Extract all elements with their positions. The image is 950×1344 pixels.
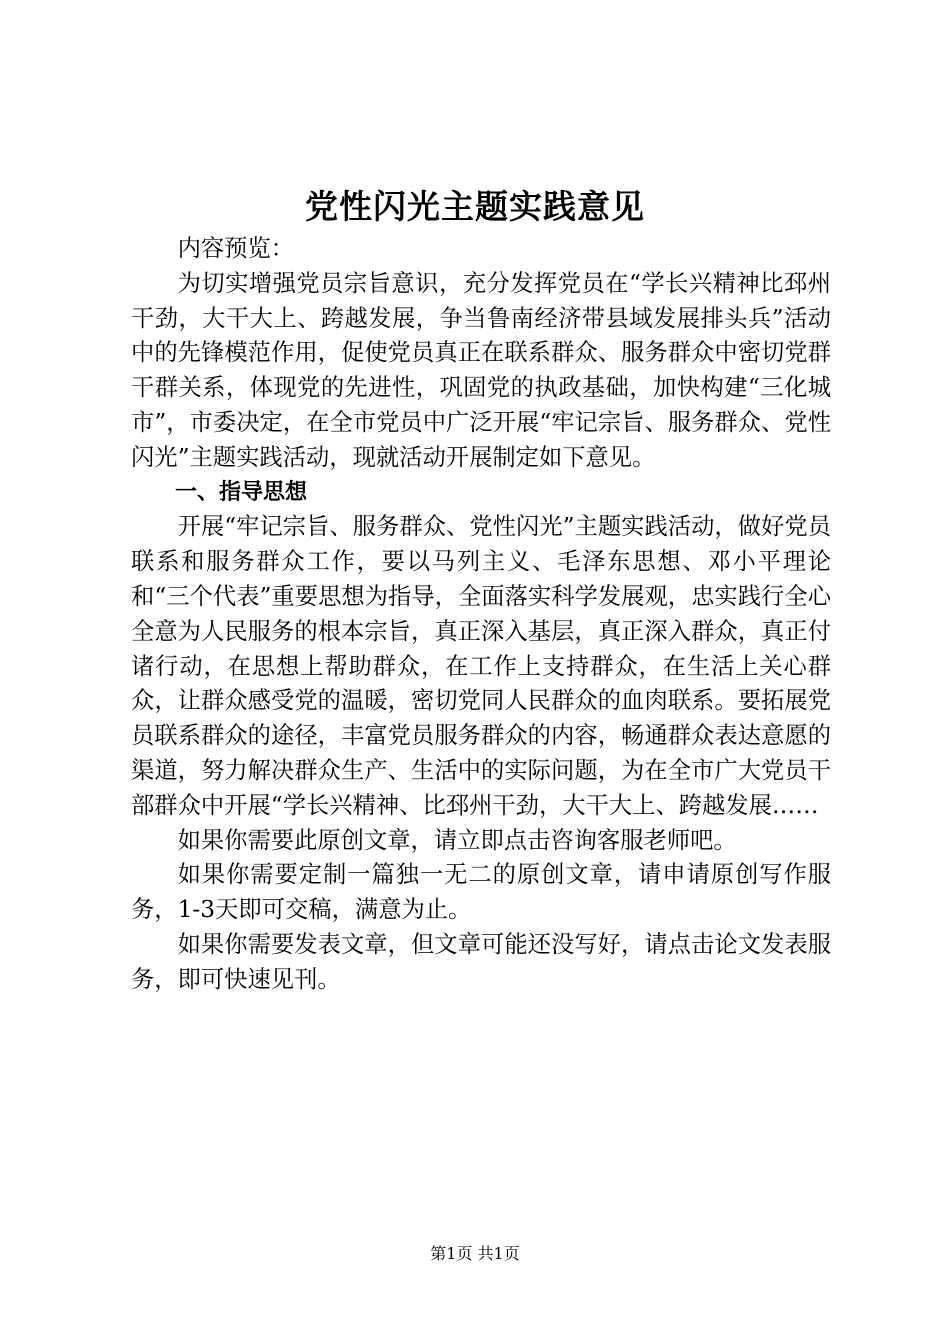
paragraph-intro: 为切实增强党员宗旨意识，充分发挥党员在“学长兴精神比邳州干劲，大干大上、跨越发展，争当鲁南经济带县域发展排头兵”活动中的先锋模范作用，促使党员真正在联系群众、服务群众中密切党群干群关系，体现党的先进性，巩固党的执政基础，加快构建“三化城市”，市委决定，在全市党员中广泛开展“牢记宗旨、服务群众、党性闪光”主题实践活动，现就活动开展制定如下意见。 [131,269,831,471]
paragraph-custom-writing-link[interactable]: 如果你需要定制一篇独一无二的原创文章，请申请原创写作服务，1-3天即可交稿，满意为止。 [131,861,831,924]
section-heading-guiding-ideology: 一、指导思想 [175,479,308,505]
preview-label: 内容预览： [177,235,295,262]
document-title: 党性闪光主题实践意见 [305,187,645,226]
page-number-footer: 第1页 共1页 [430,1244,520,1263]
paragraph-consult-link[interactable]: 如果你需要此原创文章，请立即点击咨询客服老师吧。 [177,826,737,854]
paragraph-publishing-link[interactable]: 如果你需要发表文章，但文章可能还没写好，请点击论文发表服务，即可快速见刊。 [131,930,831,993]
document-body [131,232,831,998]
paragraph-guiding-ideology: 开展“牢记宗旨、服务群众、党性闪光”主题实践活动，做好党员联系和服务群众工作，要以马列主义、毛泽东思想、邓小平理论和“三个代表”重要思想为指导，全面落实科学发展观，忠实践行全心全意为人民服务的根本宗旨，真正深入基层，真正深入群众，真正付诸行动，在思想上帮助群众，在工作上支持群众，在生活上关心群众，让群众感受党的温暖，密切党同人民群众的血肉联系。要拓展党员联系群众的途径，丰富党员服务群众的内容，畅通群众表达意愿的渠道，努力解决群众生产、生活中的实际问题，为在全市广大党员干部群众中开展“学长兴精神、比邳州干劲，大干大上、跨越发展…… [131,513,831,819]
